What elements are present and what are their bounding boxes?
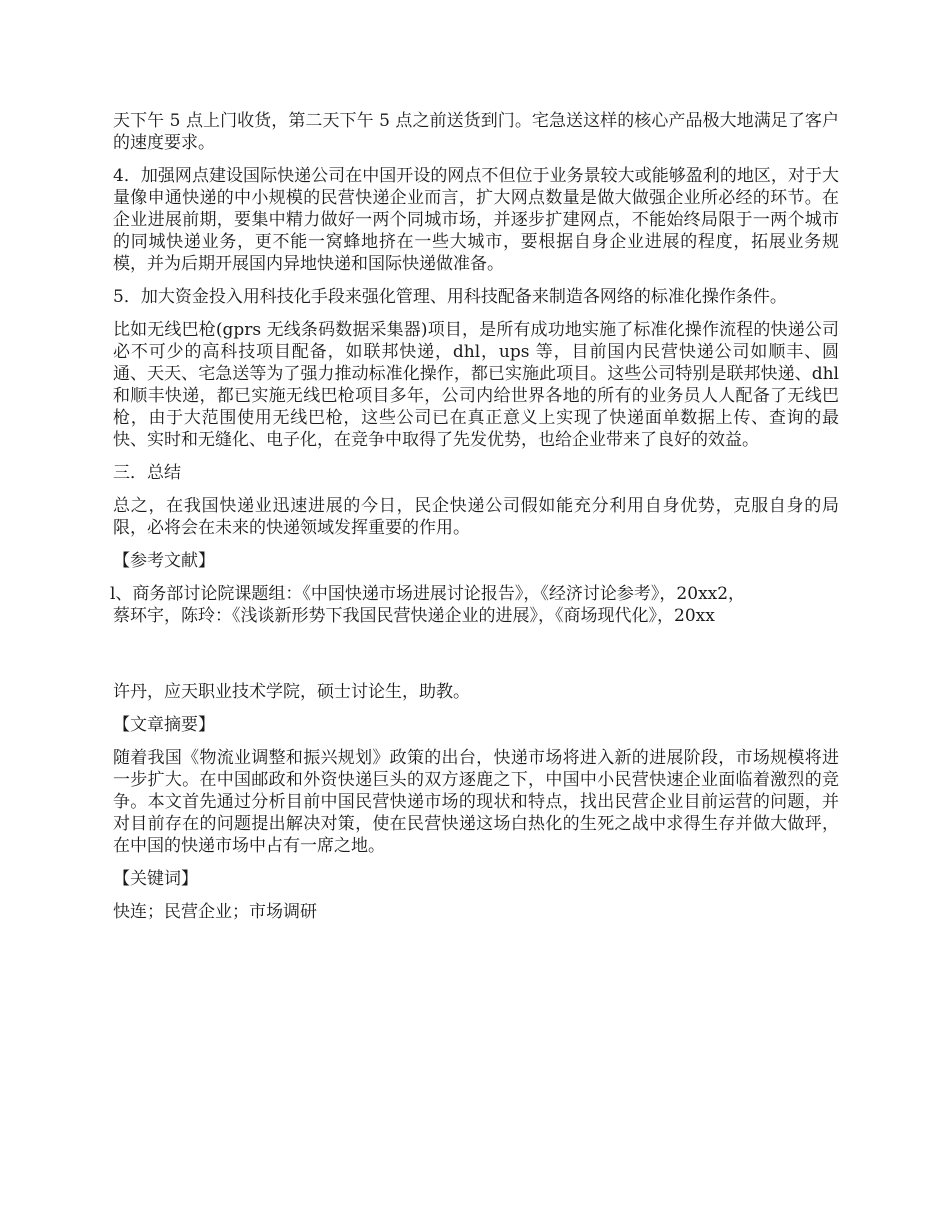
paragraph-abstract: 随着我国《物流业调整和振兴规划》政策的出台，快递市场将进入新的进展阶段，市场规模将进一步扩大。在中国邮政和外资快递巨头的双方逐鹿之下，中国中小民营快速企业面临着激烈的竞争。本文首先通过分析目前中国民营快递市场的现状和特点，找出民营企业目前运营的问题，并对目前存在的问题提出解决对策，使在民营快递这场白热化的生死之战中求得生存并做大做玶，在中国的快递市场中占有一席之地。 bbox=[113, 748, 839, 856]
reference-list bbox=[110, 583, 839, 627]
paragraph-item-5: 5．加大资金投入用科技化手段来强化管理、用科技配备来制造各网络的标准化操作条件。 bbox=[113, 287, 787, 307]
reference-item-2: 蔡环宇，陈玲：《浅谈新形势下我国民营快递企业的进展》，《商场现代化》，20xx bbox=[113, 606, 715, 626]
heading-summary: 三．总结 bbox=[113, 463, 181, 483]
document-page bbox=[110, 110, 839, 934]
paragraph-continuation: 天下午 5 点上门收货，第二天下午 5 点之前送货到门。宅急送这样的核心产品极大地满足了客户的速度要求。 bbox=[113, 111, 839, 153]
paragraph-wireless-scanner: 比如无线巴枪(gprs 无线条码数据采集器)项目，是所有成功地实施了标准化操作流程的快递公司必不可少的高科技项目配备，如联邦快递，dhl，ups 等，目前国内民营快递公司如顺丰、圆通、天天、宅急送等为了强力推动标准化操作，都已实施此项目。这些公司特别是联邦快递、dhl 和顺丰快递，都已实施无线巴枪项目多年，公司内给世界各地的所有的业务员人人配备了无线巴枪，由于大范围使用无线巴枪，这些公司已在真正意义上实现了快递面单数据上传、查询的最快、实时和无缝化、电子化，在竞争中取得了先发优势，也给企业带来了良好的效益。 bbox=[113, 320, 839, 450]
paragraph-item-4: 4．加强网点建设国际快递公司在中国开设的网点不但位于业务景较大或能够盈利的地区，对于大量像申通快递的中小规模的民营快递企业而言，扩大网点数量是做大做强企业所必经的环节。在企业进展前期，要集中精力做好一两个同城市场，并逐步扩建网点，不能始终局限于一两个城市的同城快递业务，更不能一窝蜂地挤在一些大城市，要根据自身企业进展的程度，拓展业务规模，并为后期开展国内异地快递和国际快递做准备。 bbox=[113, 166, 839, 274]
paragraph-summary: 总之，在我国快递业迅速进展的今日，民企快递公司假如能充分利用自身优势，克服自身的局限，必将会在未来的快递领域发挥重要的作用。 bbox=[113, 496, 839, 538]
heading-keywords: 【关键词】 bbox=[113, 869, 198, 889]
author-info: 许丹，应天职业技术学院，硕士讨论生，助教。 bbox=[113, 682, 470, 702]
heading-references: 【参考文献】 bbox=[113, 551, 215, 571]
heading-abstract: 【文章摘要】 bbox=[113, 715, 215, 735]
reference-item-1: l、商务部讨论院课题组：《中国快递市场进展讨论报告》，《经济讨论参考》，20xx2， bbox=[110, 584, 746, 604]
paragraph-keywords: 快连；民营企业；市场调研 bbox=[113, 902, 317, 922]
